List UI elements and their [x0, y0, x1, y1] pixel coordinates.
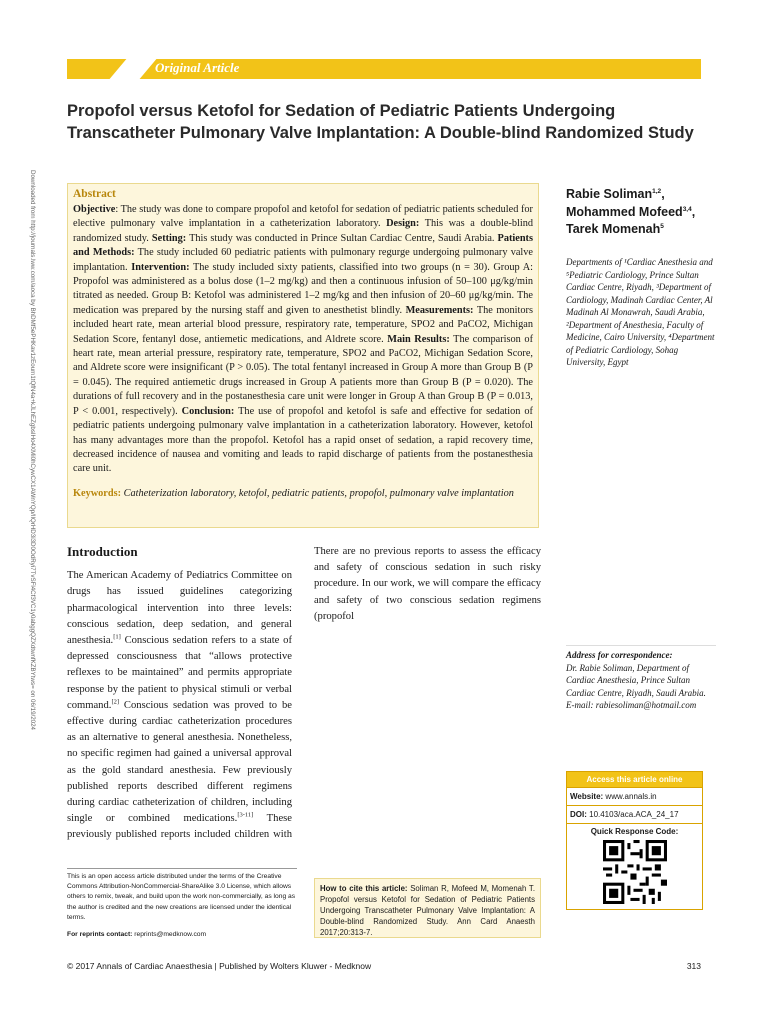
author-name: Rabie Soliman — [566, 187, 653, 201]
qr-label: Quick Response Code: — [567, 823, 702, 838]
article-title: Propofol versus Ketofol for Sedation of Pediatric Patients Undergoing Transcatheter Pulmonary Valve Implantation: A Double-blind Randomized Study — [67, 102, 694, 142]
results-label: Main Results: — [387, 333, 450, 345]
intro-column-1 — [67, 544, 292, 845]
intro-column-2 — [314, 544, 541, 625]
abstract-box — [67, 183, 539, 528]
website-link[interactable]: www.annals.in — [603, 792, 657, 801]
intro-text: Conscious sedation refers to a state of depressed consciousness that “allows protective reflexes to be maintained” and permits appropriate response by the patient to physical stimuli or verbal command. — [67, 635, 292, 711]
citation-ref[interactable]: [1] — [113, 633, 121, 641]
access-box — [566, 771, 703, 910]
abstract-body — [73, 203, 533, 477]
cite-label: How to cite this article: — [320, 884, 408, 893]
intro-text: Conscious sedation was proved to be effective during cardiac catheterization procedures as an alternative to general anesthesia. Nonetheless, no specific regimen had gained a universal approval as the gold standard anesthesia. Few previously published reports described different regimens during cardiac catheterization of children, including single or combined medications. — [67, 699, 292, 825]
measurements-label: Measurements: — [405, 304, 474, 316]
patients-text: The study included 60 pediatric patients with pulmonary regurge undergoing pulmonary valve implantation. — [73, 247, 534, 273]
reprints-email[interactable]: reprints@medknow.com — [132, 931, 207, 938]
correspondence-label: Address for correspondence: — [566, 650, 673, 660]
download-watermark — [28, 170, 36, 730]
intervention-label: Intervention: — [131, 261, 190, 273]
cite-box — [314, 878, 541, 938]
page-number: 313 — [686, 961, 701, 971]
footer-text: © 2017 Annals of Cardiac Anaesthesia | Published by Wolters Kluwer - Medknow — [67, 961, 372, 971]
patients-label: Patients and Methods: — [73, 232, 533, 259]
abstract-heading: Abstract — [73, 188, 116, 200]
website-row — [567, 787, 702, 805]
correspondence — [566, 645, 716, 712]
doi-link[interactable]: 10.4103/aca.ACA_24_17 — [586, 810, 679, 819]
objective-text: : The study was done to compare propofol and ketofol for sedation of pediatric patients scheduled for elective pulmonary valve implantation in a catheterization laboratory. — [73, 204, 533, 230]
author-affil-sup: 5 — [660, 222, 664, 230]
intro-paragraph-2: There are no previous reports to assess the efficacy and safety of conscious sedation in such risky procedure. In our work, we will compare the efficacy and safety of two conscious sedation regimens (propofol — [314, 546, 541, 622]
design-label: Design: — [386, 218, 420, 230]
keywords — [73, 487, 533, 501]
citation-ref[interactable]: [3-11] — [237, 811, 254, 819]
author-affil-sup: 3,4 — [682, 205, 692, 213]
license-note: This is an open access article distributed under the terms of the Creative Commons Attribution-NonCommercial-ShareAlike 3.0 License, which allows others to remix, tweak, and build upon the work non-commercially, as long as the author is credited and the new creations are licensed under the identical terms. — [67, 868, 297, 923]
section-label: Original Article — [155, 60, 240, 75]
author-name: Mohammed Mofeed — [566, 204, 683, 219]
conclusion-label: Conclusion: — [181, 405, 235, 417]
author-list: Rabie Soliman$^{1,2}$, Mohammed Mofeed$^{3,4}$, Tarek Momenah$^5$ — [566, 187, 696, 236]
conclusion-text: The use of propofol and ketofol is safe and effective for sedation of pediatric patients undergoing pulmonary valve implantation in a catheterization laboratory. However, ketofol has many advantages more than the propofol. Ketofol has a rapid onset of sedation, a rapid recovery time, decreased incidence of nausea and vomiting and leads to rapid discharge of patients from the postanesthesia care unit. — [73, 405, 533, 475]
correspondence-text: Dr. Rabie Soliman, Department of Cardiac Anesthesia, Prince Sultan Cardiac Centre, Riyadh, Saudi Arabia. E-mail: rabiesoliman@hotmail.com — [566, 662, 706, 710]
page-footer — [67, 961, 701, 971]
download-watermark-text: Downloaded from http://journals.lww.com/aoca by BhDMf5ePHKav1zEoum1tQfN4a+kJLhEZgbsIHo4XMi0hCywCX1AWnYQp/IlQrHD3i3D0OdRyi7TvSFl4Cf3VC1y0abggQZXdtwnfKZBYtws= on 06/19/2024 — [29, 170, 36, 730]
access-heading: Access this article online — [567, 772, 702, 787]
doi-label: DOI: — [570, 810, 587, 819]
intervention-text: The study included sixty patients, classified into two groups (n = 30). Group A: Propofol was administered as a bolus dose (1–2 mg/kg) and then a continuous infusion of 50–100 μg/kg/min titrated as needed. Group B: Ketofol was administered 1–2 mg/kg and then infusion of 20–60 μg/kg/min. The medication was prepared by the nursing staff and given to anesthetist blindly. — [73, 261, 533, 316]
intro-paragraph — [67, 568, 292, 845]
qr-code-icon[interactable] — [603, 840, 667, 904]
intro-text: The American Academy of Pediatrics Committee on drugs has issued guidelines categorizing pharmacological intervention into three levels: conscious sedation, deep sedation, and general anesthesia. — [67, 570, 292, 647]
intro-text: These previously published reports included children with — [67, 813, 292, 841]
citation-ref[interactable]: [2] — [111, 698, 120, 706]
keywords-text: Catheterization laboratory, ketofol, pediatric patients, propofol, pulmonary valve implantation — [121, 487, 514, 499]
author-name: Tarek Momenah — [566, 222, 661, 236]
author-affil-sup: 1,2 — [652, 187, 662, 195]
setting-label: Setting: — [151, 232, 187, 244]
objective-label: Objective — [73, 204, 116, 215]
keywords-label: Keywords: — [73, 487, 122, 499]
reprints-contact — [67, 931, 297, 938]
intro-heading: Introduction — [67, 544, 138, 559]
reprints-label: For reprints contact: — [67, 931, 133, 938]
setting-text: This study was conducted in Prince Sultan Cardiac Centre, Saudi Arabia. — [186, 232, 498, 244]
doi-row — [567, 805, 702, 823]
cite-text: Soliman R, Mofeed M, Momenah T. Propofol versus Ketofol for Sedation of Pediatric Patients Undergoing Transcatheter Pulmonary Valve Implantation: A Double-blind Randomized Study. Ann Card Anaesth 2017;20:313-7. — [320, 884, 535, 937]
affiliations: Departments of ¹Cardiac Anesthesia and ⁵Pediatric Cardiology, Prince Sultan Cardiac Centre, Riyadh, ³Department of Cardiology, Madinah Cardiac Center, Al Madinah Al Monawrah, Saudi Arabia, ²Department of Anesthesia, Faculty of Medicine, Cairo University, ⁴Department of Pediatric Cardiology, Sohag University, Egypt — [566, 257, 715, 367]
website-label: Website: — [570, 792, 604, 801]
design-text: This was a double-blind randomized study. — [73, 218, 533, 244]
results-text: The comparison of heart rate, mean arterial pressure, respiratory rate, temperature, SPO2 and PaCO2, Michigan Sedation Score, and Aldrete score were insignificant (P > 0.05). The total fentanyl increased in Group A more than Group B (P = 0.045). The required antiemetic drugs increased in Group A patients more than Group B (P = 0.020). The durations of full recovery and in the postanesthesia care unit were longer in Group A than Group B (P = 0.013, P < 0.001, respectively). — [73, 333, 533, 417]
measurements-text: The monitors included heart rate, mean arterial blood pressure, respiratory rate, temperature, SPO2 and PaCO2, Michigan Sedation Score, fentanyl dose, antiemetic medications, and Aldrete score. — [73, 304, 533, 345]
